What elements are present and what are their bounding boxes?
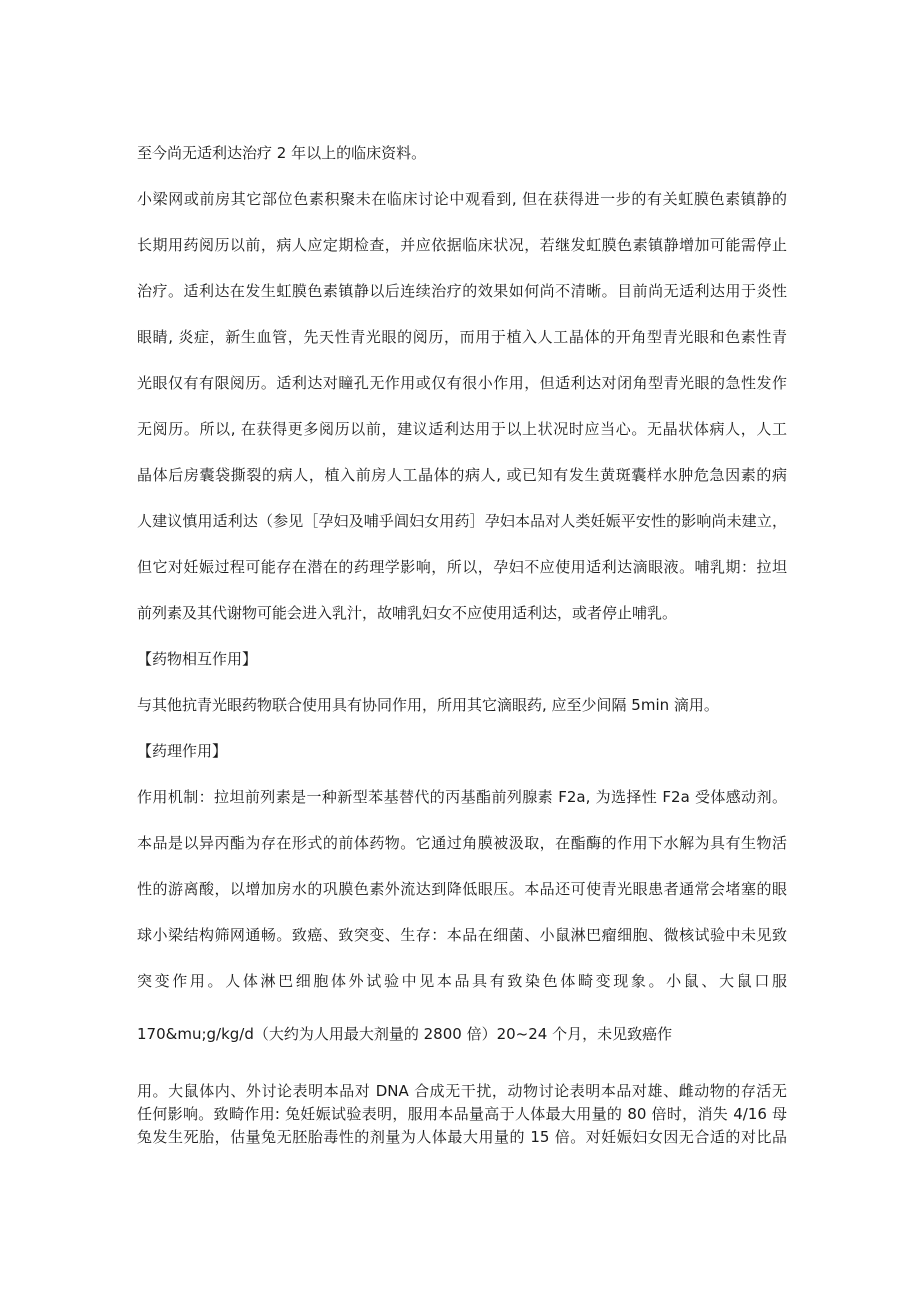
paragraph-line: 前列素及其代谢物可能会进入乳汁，故哺乳妇女不应使用适利达，或者停止哺乳。	[137, 604, 678, 622]
paragraph-line: 治疗。适利达在发生虹膜色素镇静以后连续治疗的效果如何尚不清晰。目前尚无适利达用于炎性	[137, 282, 787, 300]
paragraph-line: 性的游离酸，以增加房水的巩膜色素外流达到降低眼压。本品还可使青光眼患者通常会堵塞的眼	[137, 880, 787, 898]
paragraph-line: 人建议慎用适利达（参见［孕妇及哺乎阊妇女用药］孕妇本品对人类妊娠平安性的影响尚未建立，	[137, 512, 787, 530]
paragraph-line: 球小梁结构筛网通畅。致癌、致突变、生存：本品在细菌、小鼠淋巴瘤细胞、微核试验中未见致	[137, 926, 787, 944]
paragraph-line: 本品是以异丙酯为存在形式的前体药物。它通过角膜被汲取，在酯酶的作用下水解为具有生物活	[137, 834, 787, 852]
section-heading: 【药物相互作用】	[137, 650, 258, 668]
paragraph-line: 小梁网或前房其它部位色素积聚未在临床讨论中观看到, 但在获得进一步的有关虹膜色素镇静的	[137, 190, 787, 208]
paragraph-line: 光眼仅有有限阅历。适利达对瞳孔无作用或仅有很小作用，但适利达对闭角型青光眼的急性发作	[137, 374, 787, 392]
paragraph-line: 眼睛, 炎症，新生血管，先天性青光眼的阅历，而用于植入人工晶体的开角型青光眼和色素性青	[137, 328, 787, 346]
paragraph-line: 170&mu;g/kg/d（大约为人用最大剂量的 2800 倍）20~24 个月，未见致癌作	[137, 1025, 673, 1043]
paragraph-line: 用。大鼠体内、外讨论表明本品对 DNA 合成无干扰，动物讨论表明本品对雄、雌动物的存活无	[137, 1082, 787, 1100]
paragraph-line: 长期用药阅历以前，病人应定期检查，并应依据临床状况，若继发虹膜色素镇静增加可能需停止	[137, 236, 787, 254]
paragraph-line: 兔发生死胎，估量兔无胚胎毒性的剂量为人体最大用量的 15 倍。对妊娠妇女因无合适的对比品	[137, 1128, 787, 1146]
paragraph-line: 突变作用。人体淋巴细胞体外试验中见本品具有致染色体畸变现象。小鼠、大鼠口服	[137, 972, 787, 990]
paragraph-line: 无阅历。所以, 在获得更多阅历以前，建议适利达用于以上状况时应当心。无晶状体病人，人工	[137, 420, 787, 438]
section-heading: 【药理作用】	[137, 742, 228, 760]
paragraph-line: 作用机制：拉坦前列素是一种新型苯基替代的丙基酯前列腺素 F2a, 为选择性 F2a 受体感动剂。	[137, 788, 787, 806]
paragraph-line: 至今尚无适利达治疗 2 年以上的临床资料。	[137, 144, 427, 162]
paragraph-line: 但它对妊娠过程可能存在潜在的药理学影响，所以，孕妇不应使用适利达滴眼液。哺乳期：拉坦	[137, 558, 787, 576]
paragraph-line: 任何影响。致畸作用: 兔妊娠试验表明，服用本品量高于人体最大用量的 80 倍时，消失 4/16 母	[137, 1105, 787, 1123]
paragraph-line: 晶体后房囊袋撕裂的病人，植入前房人工晶体的病人, 或已知有发生黄斑囊样水肿危急因素的病	[137, 466, 787, 484]
paragraph-line: 与其他抗青光眼药物联合使用具有协同作用，所用其它滴眼药, 应至少间隔 5min 滴用。	[137, 696, 719, 714]
